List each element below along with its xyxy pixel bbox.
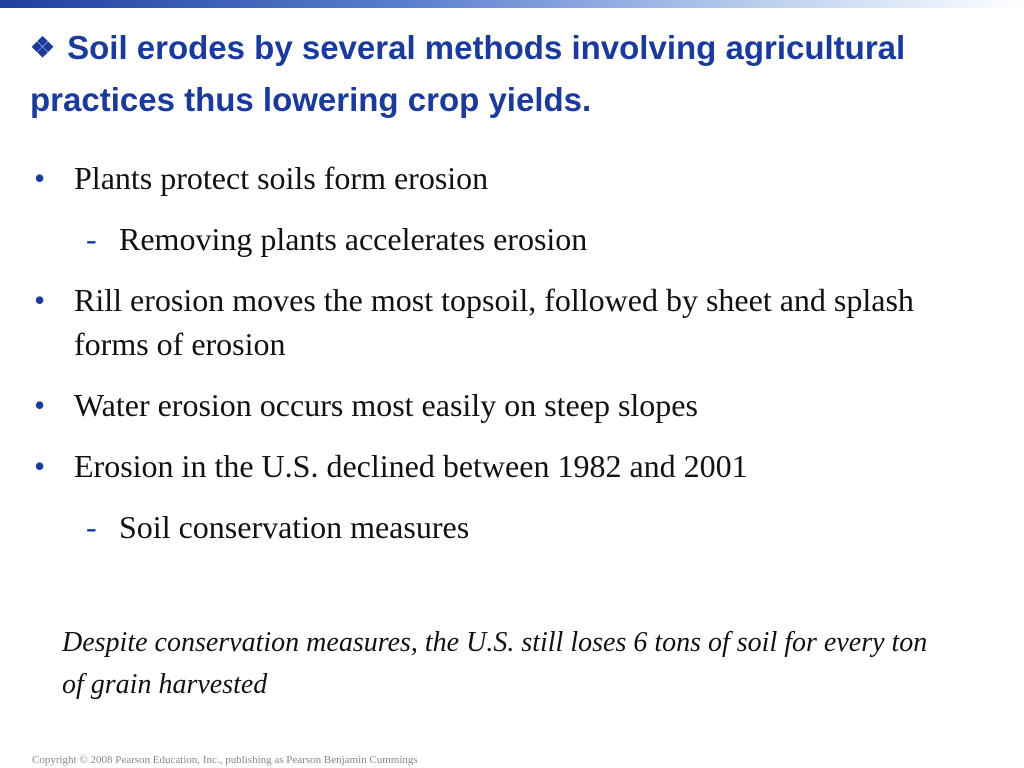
bullet-item [32,278,992,366]
slide-title [30,22,990,126]
italic-note: Despite conservation measures, the U.S. still loses 6 tons of soil for every ton of grain harvested [62,627,928,700]
top-gradient-bar [0,0,1024,8]
bullet-text: Erosion in the U.S. declined between 1982 and 2001 [74,448,748,484]
bullet-marker: • [34,282,46,318]
sub-bullet-item [32,505,992,549]
bullet-marker: • [34,160,46,196]
four-diamond-bullet-icon: ❖ [30,32,56,63]
bullet-item [32,383,992,427]
sub-bullet-marker: - [86,509,97,545]
bullet-text: Water erosion occurs most easily on steep slopes [74,387,698,423]
sub-bullet-text: Soil conservation measures [119,509,470,545]
bullet-marker: • [34,448,46,484]
bullet-list [32,156,992,566]
bullet-item [32,444,992,488]
copyright-footer: Copyright © 2008 Pearson Education, Inc., publishing as Pearson Benjamin Cummings [32,754,418,766]
sub-bullet-marker: - [86,221,97,257]
sub-bullet-item [32,217,992,261]
slide-title-text: Soil erodes by several methods involving agricultural practices thus lowering crop yields. [30,29,906,118]
bullet-text: Plants protect soils form erosion [74,160,489,196]
bullet-text: Rill erosion moves the most topsoil, followed by sheet and splash forms of erosion [74,282,914,362]
sub-bullet-text: Removing plants accelerates erosion [119,221,588,257]
bullet-item [32,156,992,200]
bullet-marker: • [34,387,46,423]
